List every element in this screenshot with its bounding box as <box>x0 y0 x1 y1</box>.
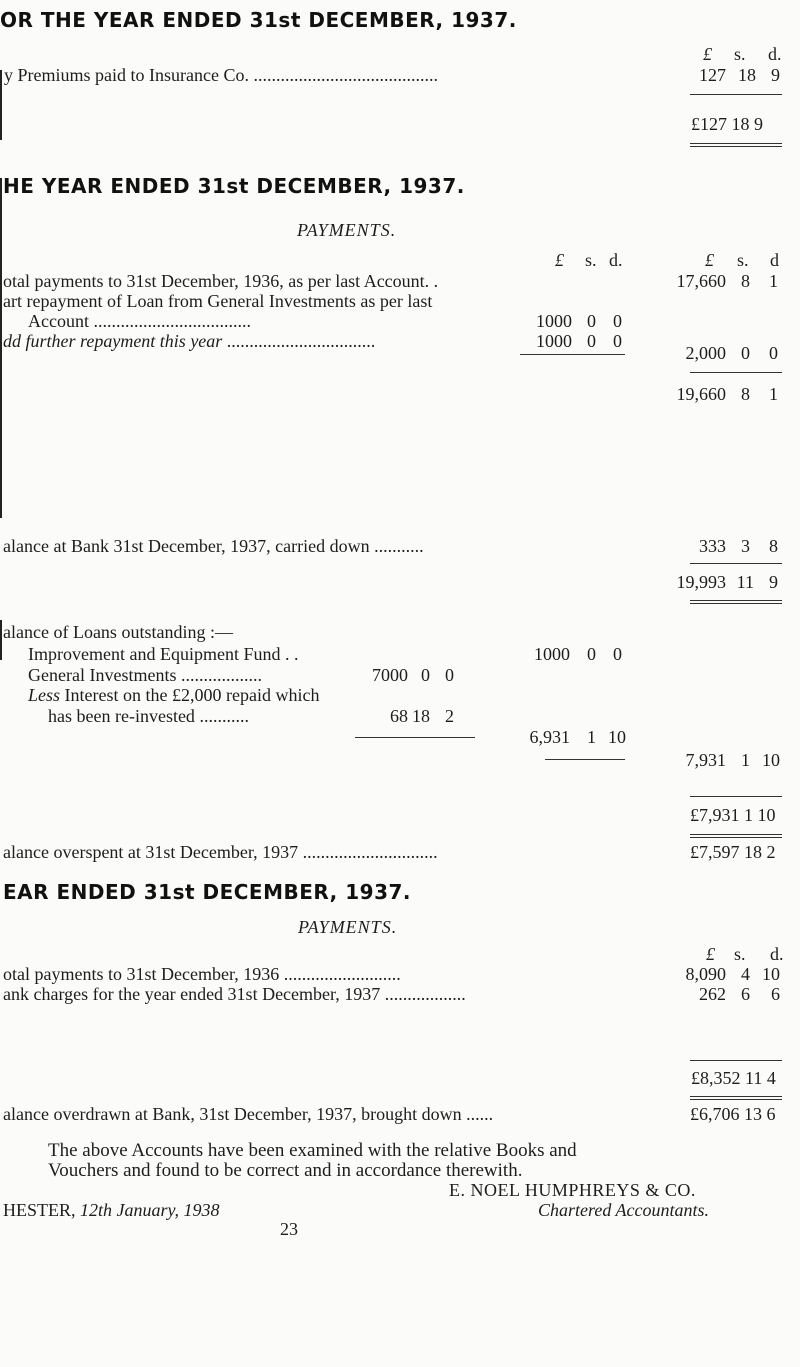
general-s: 0 <box>421 665 430 685</box>
loan-grand-double-rule <box>690 600 782 604</box>
certificate-date: 12th January, 1938 <box>80 1200 220 1220</box>
loan-row3-pounds: 1000 <box>536 331 572 351</box>
loan-row2-label-b: Account ................................... <box>28 311 251 331</box>
loan-row3-text: dd further repayment this year <box>3 331 223 351</box>
loans-rule <box>545 759 625 760</box>
loan-balance-label: alance at Bank 31st December, 1937, carried down ........... <box>3 536 424 556</box>
loans-outstanding-label: alance of Loans outstanding :— <box>3 622 233 642</box>
insurance-col-s: s. <box>734 44 746 64</box>
bank-row2-d: 6 <box>771 984 780 1004</box>
loan-subtotal-rule <box>520 354 625 355</box>
net-investments-s: 1 <box>587 727 596 747</box>
loan-row1-s: 8 <box>741 271 750 291</box>
bank-row2-text: ank charges for the year ended 31st December, 1937 <box>3 984 381 1004</box>
loan-row2-label-a: art repayment of Loan from General Investments as per last <box>3 291 433 311</box>
loans-grand-total: £7,931 1 10 <box>690 805 776 825</box>
loan-balance-s: 3 <box>741 536 750 556</box>
left-border-1 <box>0 70 2 140</box>
bank-row1-text: otal payments to 31st December, 1936 <box>3 964 280 984</box>
insurance-premiums-text: y Premiums paid to Insurance Co. <box>4 65 249 85</box>
loan-grand-d: 9 <box>769 572 778 592</box>
less-interest-text: Interest on the £2,000 repaid which <box>60 685 320 705</box>
general-pounds: 7000 <box>372 665 408 685</box>
bank-row1-pounds: 8,090 <box>685 964 726 984</box>
loan-grand-pounds: 19,993 <box>676 572 726 592</box>
loan-total-s: 8 <box>741 384 750 404</box>
overspent-label: alance overspent at 31st December, 1937 .............................. <box>3 842 438 862</box>
less-word: Less <box>28 685 61 705</box>
loan-subtotal-s: 0 <box>741 343 750 363</box>
insurance-heading: OR THE YEAR ENDED 31st DECEMBER, 1937. <box>0 8 517 32</box>
loan-subtotal-d: 0 <box>769 343 778 363</box>
bank-total: £8,352 11 4 <box>691 1068 776 1088</box>
auditor-signatory: E. NOEL HUMPHREYS & CO. <box>449 1180 696 1200</box>
loan-row1-pounds: 17,660 <box>676 271 726 291</box>
loan-row1-d: 1 <box>769 271 778 291</box>
interest-rule <box>355 737 475 738</box>
interest-pounds: 68 <box>390 706 408 726</box>
loan-col2-s: s. <box>737 250 749 270</box>
improvement-label: Improvement and Equipment Fund . . <box>28 644 299 664</box>
loan-row3-d: 0 <box>613 331 622 351</box>
loan-row2-d: 0 <box>613 311 622 331</box>
insurance-rule <box>690 94 782 95</box>
loan-balance-d: 8 <box>769 536 778 556</box>
loan-balance-text: alance at Bank 31st December, 1937, carried down <box>3 536 370 556</box>
bank-heading: EAR ENDED 31st DECEMBER, 1937. <box>3 880 411 904</box>
loan-row2-account: Account <box>28 311 89 331</box>
bank-col-pounds: £ <box>706 944 715 964</box>
bank-col-s: s. <box>734 944 746 964</box>
loan-col-s: s. <box>585 250 597 270</box>
loans-grand-double-rule <box>690 834 782 838</box>
bank-row2-pounds: 262 <box>699 984 726 1004</box>
loan-grand-s: 11 <box>736 572 754 592</box>
loans-total-d: 10 <box>762 750 780 770</box>
insurance-col-d: d. <box>768 44 782 64</box>
overdrawn-text: alance overdrawn at Bank, 31st December, 1937, brought down <box>3 1104 462 1124</box>
loan-payments-title: PAYMENTS. <box>297 220 397 240</box>
loan-col-d: d. <box>609 250 623 270</box>
loan-row3-label: dd further repayment this year ................................. <box>3 331 376 351</box>
left-border-3 <box>0 620 2 660</box>
bank-row1-label: otal payments to 31st December, 1936 .......................... <box>3 964 401 984</box>
net-investments-d: 10 <box>608 727 626 747</box>
loan-row1-label: otal payments to 31st December, 1936, as per last Account. . <box>3 271 439 291</box>
overspent-text: alance overspent at 31st December, 1937 <box>3 842 299 862</box>
insurance-col-pounds: £ <box>703 44 712 64</box>
overdrawn-amount: £6,706 13 6 <box>690 1104 776 1124</box>
bank-row1-s: 4 <box>741 964 750 984</box>
insurance-premiums-pounds: 127 <box>699 65 726 85</box>
bank-row2-s: 6 <box>741 984 750 1004</box>
improvement-d: 0 <box>613 644 622 664</box>
improvement-pounds: 1000 <box>534 644 570 664</box>
bank-col-d: d. <box>770 944 784 964</box>
loan-heading: HE YEAR ENDED 31st DECEMBER, 1937. <box>3 174 465 198</box>
certificate-line-1: The above Accounts have been examined with the relative Books and <box>48 1140 577 1161</box>
loan-row3-s: 0 <box>587 331 596 351</box>
loan-col-pounds: £ <box>555 250 564 270</box>
insurance-premiums-d: 9 <box>771 65 780 85</box>
bank-total-double-rule <box>690 1096 782 1100</box>
bank-payments-title: PAYMENTS. <box>298 917 398 937</box>
loan-subtotal-pounds: 2,000 <box>685 343 726 363</box>
insurance-premiums-label: y Premiums paid to Insurance Co. ......................................... <box>4 65 438 85</box>
loan-grand-rule <box>690 563 782 564</box>
loans-total-pounds: 7,931 <box>685 750 726 770</box>
page-number: 23 <box>280 1219 298 1239</box>
insurance-total: £127 18 9 <box>691 114 763 134</box>
certificate-place-date <box>3 1200 220 1221</box>
interest-d: 2 <box>445 706 454 726</box>
insurance-premiums-s: 18 <box>738 65 756 85</box>
bank-row1-d: 10 <box>762 964 780 984</box>
general-investments-text: General Investments <box>28 665 177 685</box>
improvement-s: 0 <box>587 644 596 664</box>
loans-total-s: 1 <box>741 750 750 770</box>
net-investments-pounds: 6,931 <box>529 727 570 747</box>
loan-total-rule <box>690 372 782 373</box>
overdrawn-label: alance overdrawn at Bank, 31st December, 1937, brought down ...... <box>3 1104 494 1124</box>
left-border-2 <box>0 178 2 518</box>
overspent-amount: £7,597 18 2 <box>690 842 776 862</box>
loan-row2-s: 0 <box>587 311 596 331</box>
bank-total-rule <box>690 1060 782 1061</box>
bank-row2-label: ank charges for the year ended 31st December, 1937 .................. <box>3 984 466 1004</box>
loan-total-pounds: 19,660 <box>676 384 726 404</box>
reinvested-label: has been re-invested ........... <box>48 706 249 726</box>
certificate-line-2: Vouchers and found to be correct and in accordance therewith. <box>48 1160 523 1181</box>
loan-col2-pounds: £ <box>705 250 714 270</box>
less-interest-label <box>28 685 319 706</box>
reinvested-text: has been re-invested <box>48 706 195 726</box>
loan-balance-pounds: 333 <box>699 536 726 556</box>
loans-grand-rule <box>690 796 782 797</box>
interest-s: 18 <box>412 706 430 726</box>
loan-col2-d: d <box>770 250 779 270</box>
loan-row2-pounds: 1000 <box>536 311 572 331</box>
insurance-double-rule <box>690 143 782 147</box>
loan-total-d: 1 <box>769 384 778 404</box>
auditor-role: Chartered Accountants. <box>538 1200 709 1220</box>
general-d: 0 <box>445 665 454 685</box>
certificate-place: HESTER, <box>3 1200 76 1220</box>
general-investments-label: General Investments .................. <box>28 665 262 685</box>
